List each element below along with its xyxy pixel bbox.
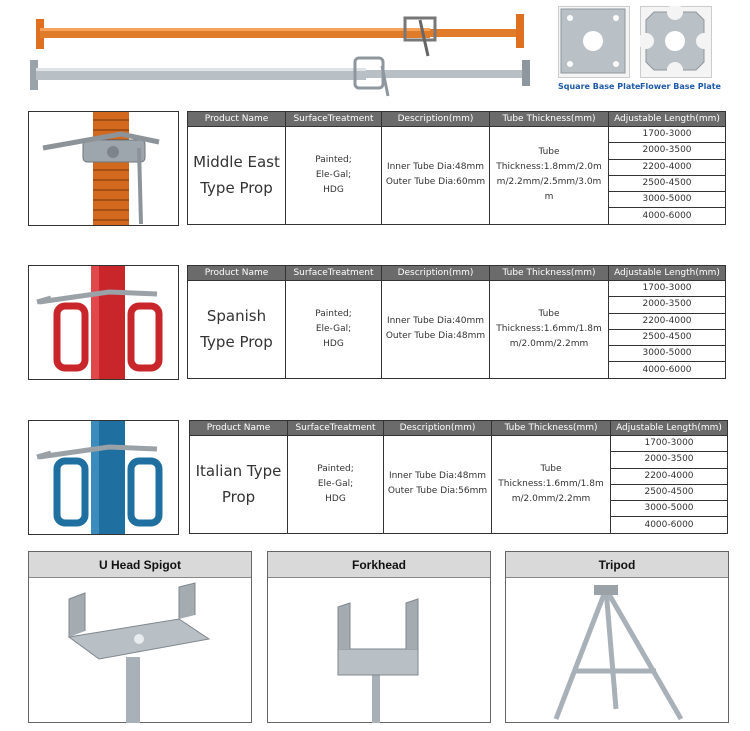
length-cell: 1700-3000 [609, 127, 726, 143]
col-thickness: Tube Thickness(mm) [490, 266, 609, 281]
length-cell: 2500-4500 [611, 484, 728, 500]
thickness-line: m/2.0mm/2.2mm [511, 493, 591, 504]
silver-prop-image [30, 58, 530, 96]
col-surface: SurfaceTreatment [288, 421, 384, 436]
length-cell: 2000-3500 [609, 143, 726, 159]
description-cell [382, 127, 490, 225]
thickness-cell [492, 436, 611, 534]
length-cell: 2200-4000 [609, 159, 726, 175]
length-cell: 4000-6000 [609, 208, 726, 224]
length-cell: 2200-4000 [609, 313, 726, 329]
description-cell [384, 436, 492, 534]
square-base-plate [558, 6, 640, 91]
flower-base-plate-image [640, 6, 712, 78]
description-line: Inner Tube Dia:40mm [386, 316, 485, 327]
description-line: Inner Tube Dia:48mm [388, 471, 487, 482]
description-cell [382, 281, 490, 379]
thickness-cell [490, 281, 609, 379]
product-name-line: Prop [221, 488, 256, 507]
length-cell: 2000-3500 [611, 452, 728, 468]
col-surface: SurfaceTreatment [286, 266, 382, 281]
col-product-name: Product Name [188, 112, 286, 127]
spanish-prop-photo [28, 265, 179, 380]
col-length: Adjustable Length(mm) [611, 421, 728, 436]
surface-line: Painted; [315, 308, 352, 319]
u-head-spigot-title: U Head Spigot [29, 552, 251, 578]
thickness-line: m [544, 192, 554, 203]
surface-cell [286, 127, 382, 225]
product-name-line: Spanish [206, 307, 267, 326]
thickness-line: Tube [540, 463, 562, 474]
length-cell: 3000-5000 [611, 501, 728, 517]
tripod-card [505, 551, 729, 723]
product-name-line: Type Prop [200, 179, 273, 198]
thickness-line: Thickness:1.6mm/1.8m [496, 323, 602, 334]
length-cell: 3000-5000 [609, 346, 726, 362]
thickness-line: m/2.0mm/2.2mm [509, 338, 589, 349]
col-description: Description(mm) [384, 421, 492, 436]
description-line: Outer Tube Dia:48mm [385, 331, 486, 342]
length-cell: 2200-4000 [611, 468, 728, 484]
surface-cell [288, 436, 384, 534]
length-cell: 1700-3000 [609, 281, 726, 297]
thickness-line: Thickness:1.8mm/2.0m [496, 162, 602, 173]
surface-line: HDG [325, 493, 346, 504]
col-length: Adjustable Length(mm) [609, 266, 726, 281]
col-product-name: Product Name [188, 266, 286, 281]
u-head-spigot-card [28, 551, 252, 723]
thickness-line: Tube [538, 147, 560, 158]
length-cell: 2500-4500 [609, 175, 726, 191]
col-thickness: Tube Thickness(mm) [492, 421, 611, 436]
spec-table [189, 420, 728, 534]
product-name-cell [188, 127, 286, 225]
forkhead-image [268, 579, 490, 723]
square-base-plate-image [558, 6, 630, 78]
thickness-line: Tube [538, 308, 560, 319]
col-surface: SurfaceTreatment [286, 112, 382, 127]
flower-base-plate-caption: Flower Base Plate [640, 82, 721, 91]
col-product-name: Product Name [190, 421, 288, 436]
col-length: Adjustable Length(mm) [609, 112, 726, 127]
col-thickness: Tube Thickness(mm) [490, 112, 609, 127]
spec-table [187, 111, 726, 225]
thickness-line: Thickness:1.6mm/1.8m [498, 478, 604, 489]
length-cell: 2500-4500 [609, 329, 726, 345]
flower-base-plate [640, 6, 721, 91]
middle-east-prop-photo [28, 111, 179, 226]
thickness-cell [490, 127, 609, 225]
col-description: Description(mm) [382, 266, 490, 281]
surface-line: Painted; [317, 463, 354, 474]
length-cell: 1700-3000 [611, 436, 728, 452]
top-banner [0, 0, 750, 100]
description-line: Inner Tube Dia:48mm [386, 162, 485, 173]
italian-prop-photo [28, 420, 179, 535]
forkhead-title: Forkhead [268, 552, 490, 578]
tripod-image [506, 579, 728, 723]
orange-prop-image [36, 14, 524, 56]
tripod-title: Tripod [506, 552, 728, 578]
surface-cell [286, 281, 382, 379]
surface-line: Ele-Gal; [317, 478, 354, 489]
length-cell: 2000-3500 [609, 297, 726, 313]
description-line: Outer Tube Dia:60mm [385, 177, 486, 188]
spec-table [187, 265, 726, 379]
product-name-cell [190, 436, 288, 534]
col-description: Description(mm) [382, 112, 490, 127]
surface-line: Painted; [315, 154, 352, 165]
surface-line: HDG [323, 338, 344, 349]
u-head-spigot-image [29, 579, 251, 723]
thickness-line: m/2.2mm/2.5mm/3.0m [496, 177, 602, 188]
surface-line: HDG [323, 184, 344, 195]
length-cell: 4000-6000 [611, 517, 728, 533]
product-name-line: Type Prop [200, 333, 273, 352]
forkhead-card [267, 551, 491, 723]
square-base-plate-caption: Square Base Plate [558, 82, 641, 91]
product-name-line: Middle East [193, 153, 280, 172]
product-name-cell [188, 281, 286, 379]
length-cell: 3000-5000 [609, 192, 726, 208]
length-cell: 4000-6000 [609, 362, 726, 378]
surface-line: Ele-Gal; [315, 169, 352, 180]
description-line: Outer Tube Dia:56mm [387, 486, 488, 497]
product-name-line: Italian Type [195, 462, 282, 481]
surface-line: Ele-Gal; [315, 323, 352, 334]
